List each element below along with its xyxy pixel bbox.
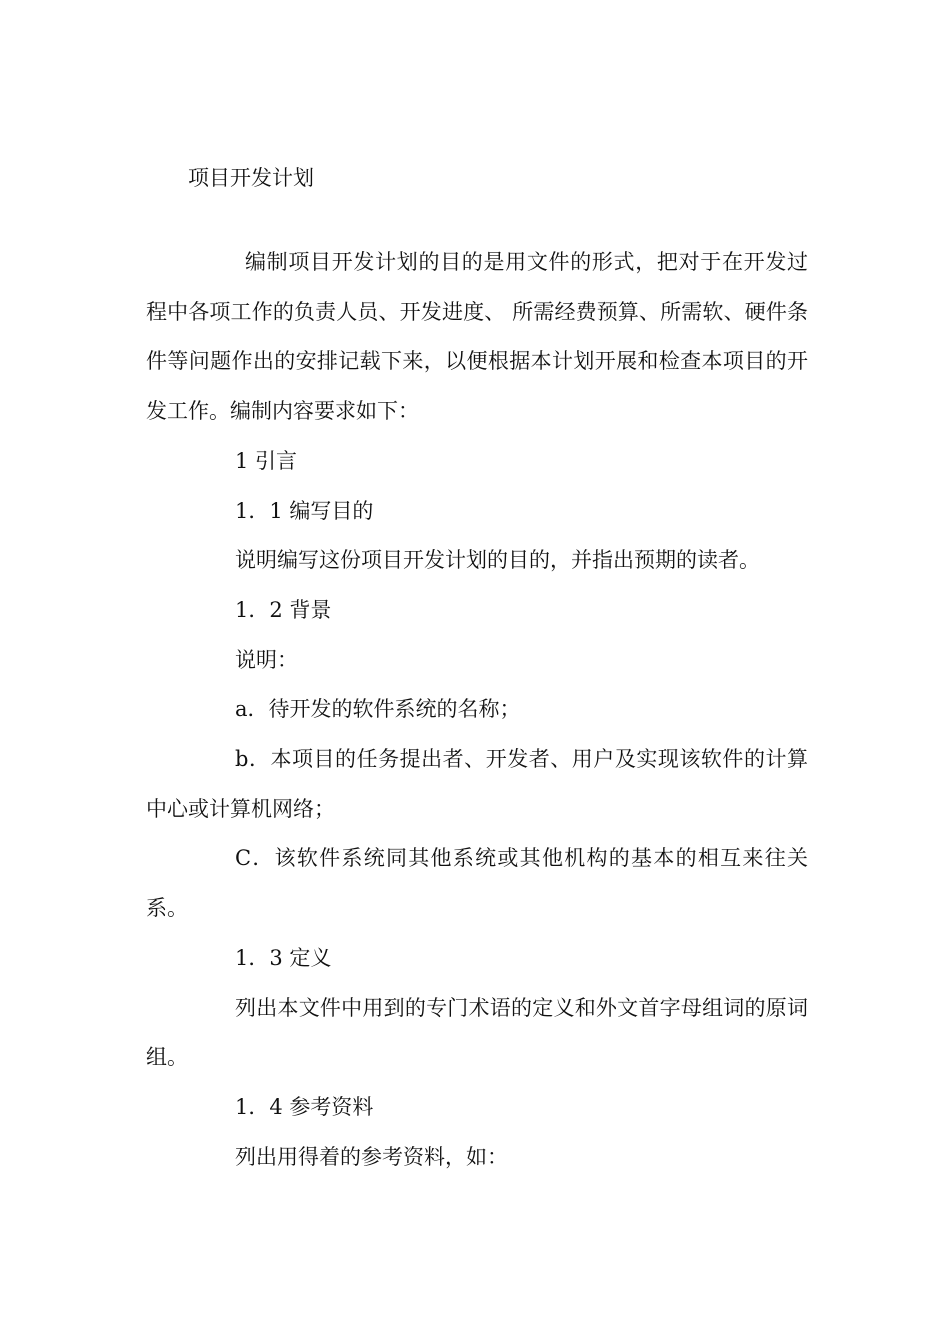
intro-paragraph: 编制项目开发计划的目的是用文件的形式，把对于在开发过程中各项工作的负责人员、开发进度、 所需经费预算、所需软、硬件条件等问题作出的安排记载下来，以便根据本计划开展和检查本项目的开 发工作。编制内容要求如下： bbox=[146, 250, 808, 424]
background-item-c: C．该软件系统同其他系统或其他机构的基本的相互来往关系。 bbox=[146, 846, 808, 921]
background-item-b: b．本项目的任务提出者、开发者、用户及实现该软件的计算中心或计算机网络； bbox=[146, 747, 808, 821]
section-heading-introduction: 1 引言 bbox=[235, 448, 298, 473]
references-paragraph: 列出用得着的参考资料，如： bbox=[235, 1144, 508, 1169]
definitions-paragraph: 列出本文件中用到的专门术语的定义和外文首字母组词的原词组。 bbox=[146, 995, 808, 1070]
section-heading-definitions: 1．3 定义 bbox=[235, 945, 332, 970]
background-item-a: a．待开发的软件系统的名称； bbox=[235, 697, 521, 722]
section-heading-references: 1．4 参考资料 bbox=[235, 1094, 374, 1119]
section-heading-purpose: 1．1 编写目的 bbox=[235, 498, 374, 523]
document-body bbox=[146, 238, 808, 1182]
background-lead: 说明： bbox=[235, 647, 298, 672]
purpose-paragraph: 说明编写这份项目开发计划的目的，并指出预期的读者。 bbox=[235, 548, 760, 573]
document-title: 项目开发计划 bbox=[188, 166, 314, 190]
section-heading-background: 1．2 背景 bbox=[235, 597, 332, 622]
